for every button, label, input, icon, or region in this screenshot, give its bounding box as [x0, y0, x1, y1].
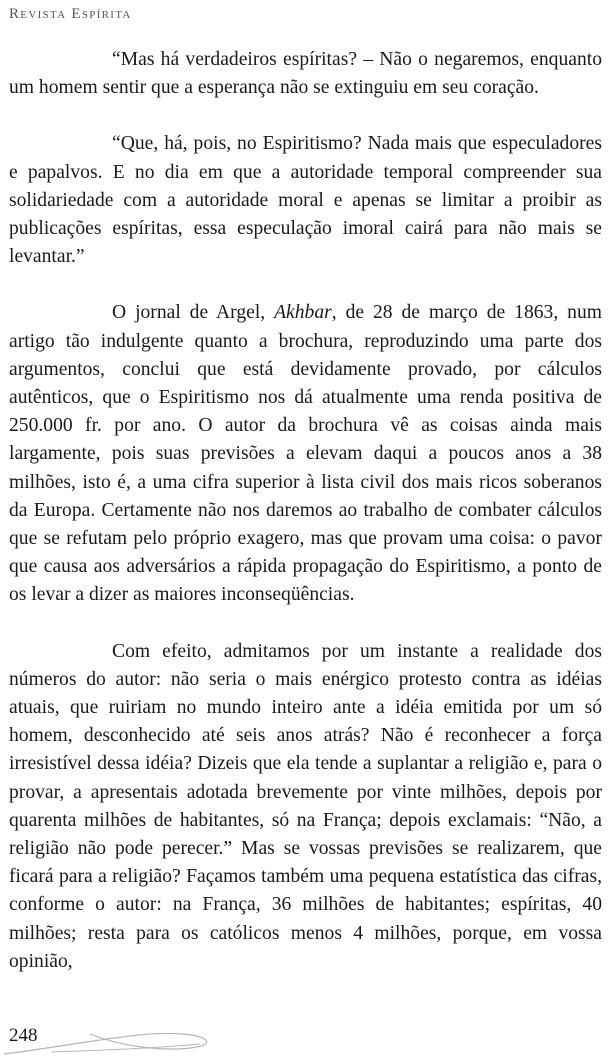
- paragraph-1: [9, 46, 602, 102]
- flourish-ornament: [0, 1020, 611, 1058]
- text-run: “Mas há verdadeiros espíritas? – Não o negaremos, enquanto um homem sentir que a esperança não se extinguiu em seu coração.: [9, 49, 602, 99]
- paragraph-4: [9, 638, 602, 976]
- paragraph-2: [9, 130, 602, 271]
- paragraph-3: [9, 299, 602, 609]
- text-run: , de 28 de março de 1863, num artigo tão indulgente quanto a brochura, reproduzindo uma parte dos argumentos, conclui que está devidamente provado, por cálculos autênticos, que o Espiritismo nos dá atualmente uma renda positiva de 250.000 fr. por ano. O autor da brochura vê as coisas ainda mais largamente, pois suas previsões a elevam daqui a poucos anos a 38 milhões, isto é, a uma cifra superior à lista civil dos mais ricos soberanos da Europa. Certamente não nos daremos ao trabalho de combater cálculos que se refutam pelo próprio exagero, mas que provam uma coisa: o pavor que causa aos adversários a rápida propagação do Espiritismo, a ponto de os levar a dizer as maiores inconseqüências.: [9, 302, 603, 606]
- text-run: O jornal de Argel,: [112, 302, 275, 324]
- italic-run: Akhbar: [274, 302, 332, 324]
- flourish-underline: [52, 1044, 200, 1052]
- text-run: Com efeito, admitamos por um instante a realidade dos números do autor: não seria o mais enérgico protesto contra as idéias atuais, que ruiriam no mundo inteiro ante a idéia emitida por um só homem, desconhecido até seis anos atrás? Não é reconhecer a força irresistível dessa idéia? Dizeis que ela tende a suplantar a religião e, para o provar, a apresentais adotada brevemente por vinte milhões, depois por quarenta milhões de habitantes, só na França; depois exclamais: “Não, a religião não pode perecer.” Mas se vossas previsões se realizarem, que ficará para a religião? Façamos também uma pequena estatística das cifras, conforme o autor: na França, 36 milhões de habitantes; espíritas, 40 milhões; resta para os católicos menos 4 milhões, porque, em vossa opinião,: [9, 640, 602, 972]
- text-run: “Que, há, pois, no Espiritismo? Nada mais que especuladores e papalvos. E no dia em que a autoridade temporal compreender sua solidariedade com a autoridade moral e apenas se limitar a proibir as publicações espíritas, essa especulação imoral cairá para não mais se levantar.”: [9, 133, 602, 268]
- body-text: [9, 46, 602, 976]
- page-footer: [0, 1020, 611, 1058]
- running-head: Revista Espírita: [9, 6, 132, 22]
- page-number: 248: [9, 1025, 38, 1046]
